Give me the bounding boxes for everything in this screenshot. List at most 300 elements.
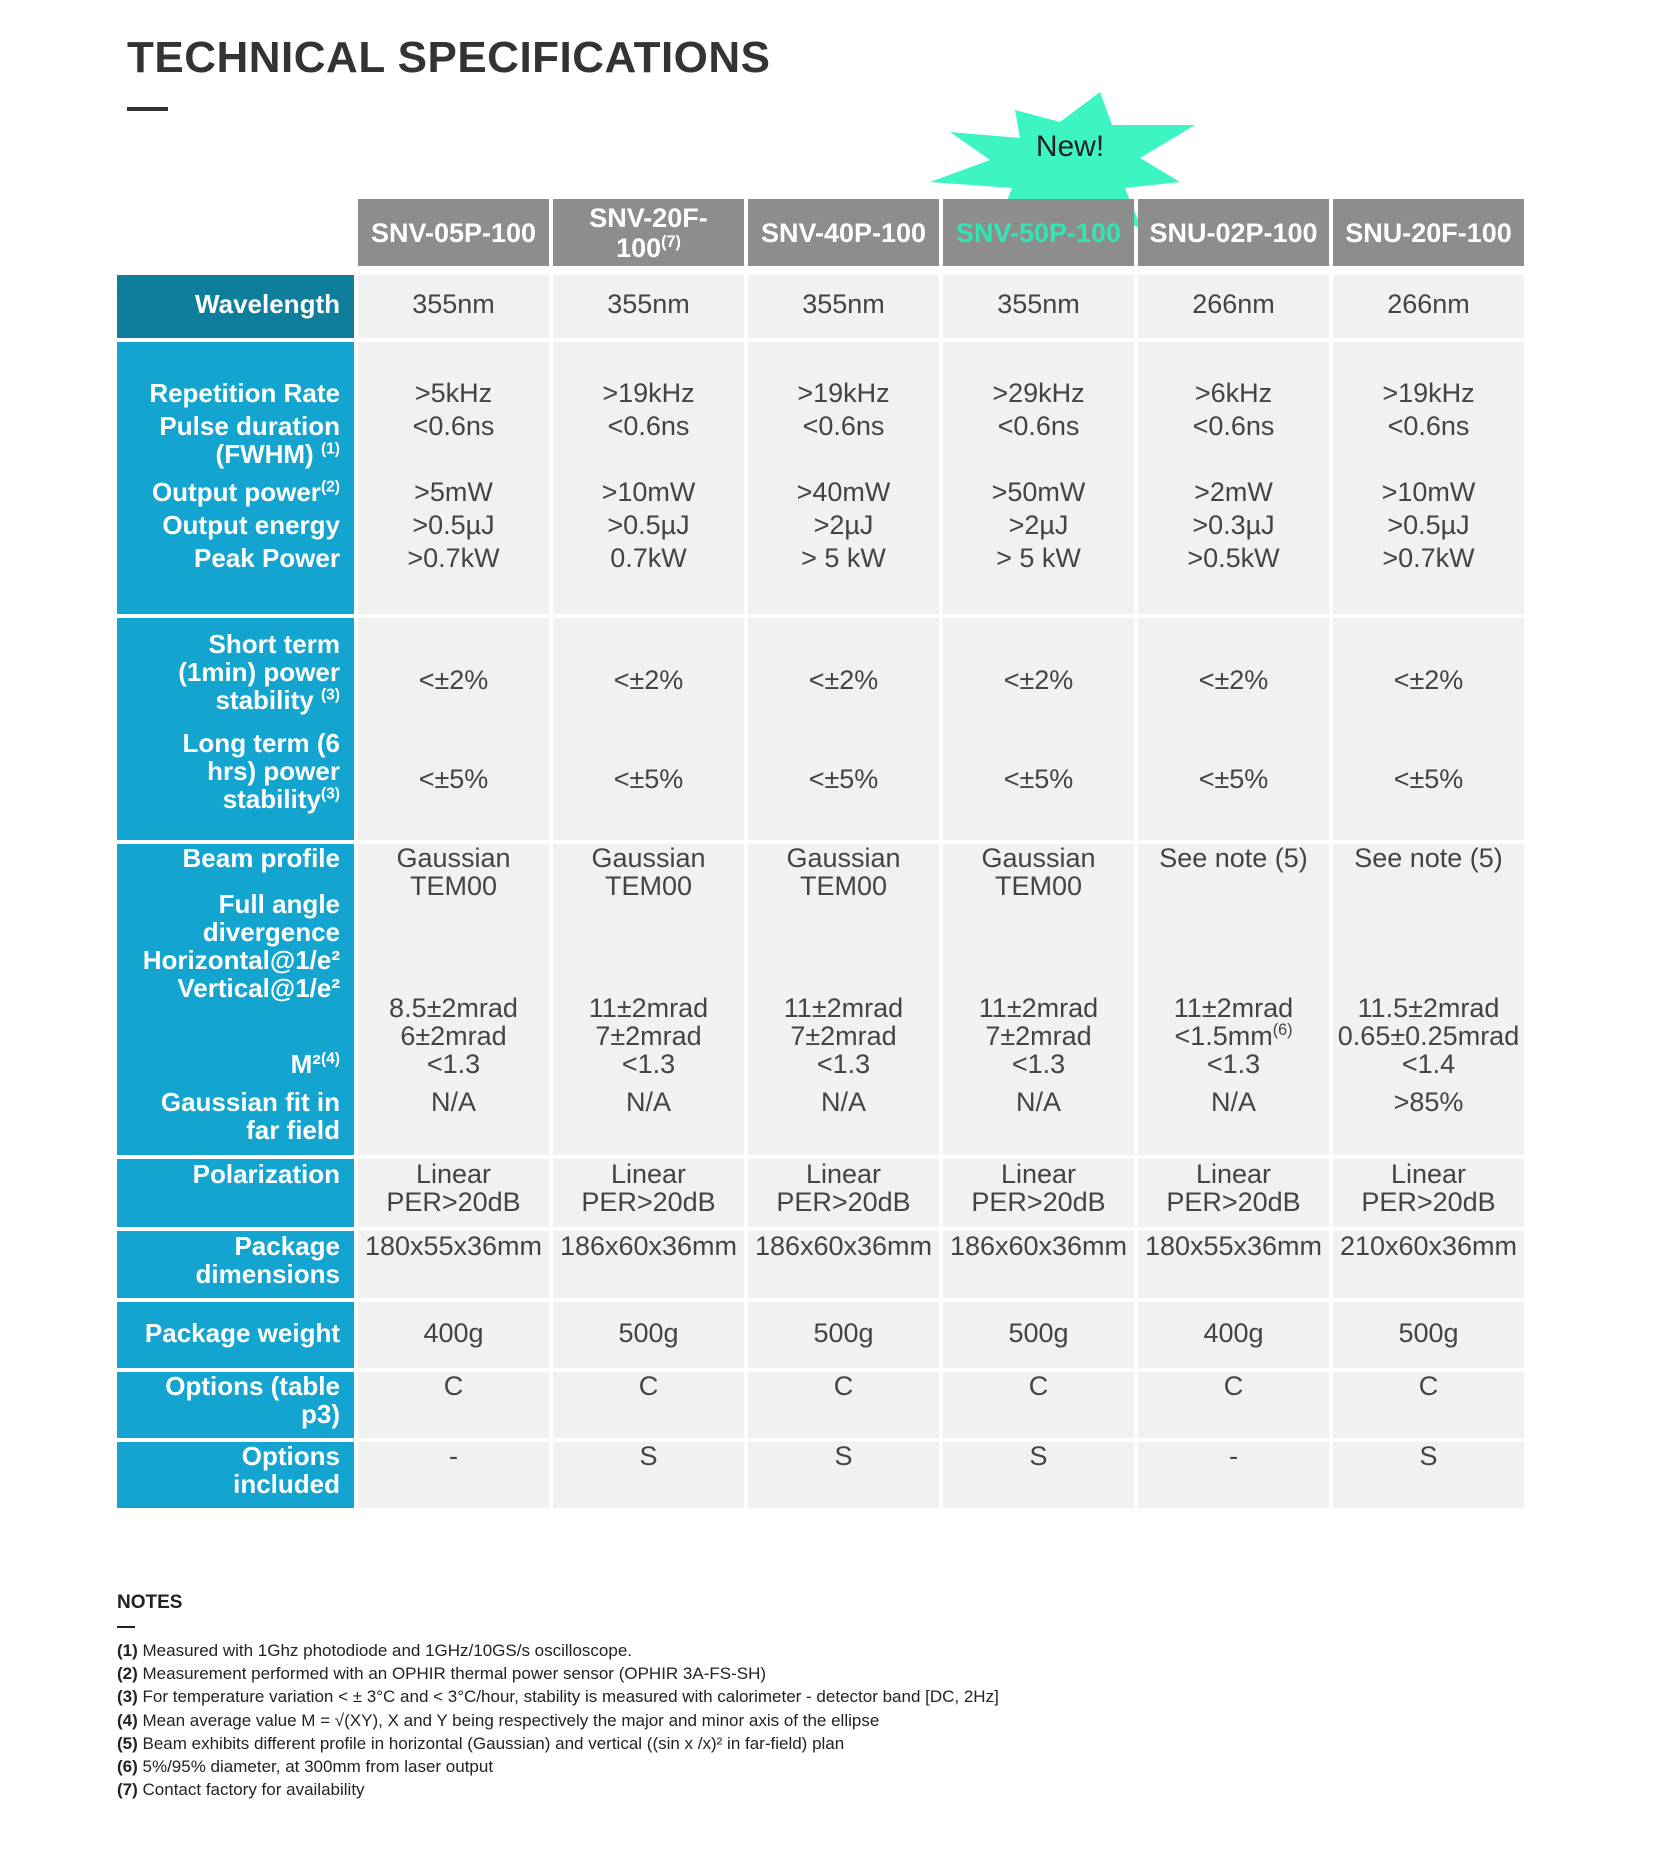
note-text: For temperature variation < ± 3°C and < 3°C/hour, stability is measured with calorimeter - detector band [DC, 2Hz] (137, 1687, 999, 1707)
spec-value (553, 843, 744, 901)
spec-value-line: 180x55x36mm (364, 1231, 543, 1261)
spec-value-line: <±5% (808, 763, 879, 794)
column-header-label: SNV-50P-100 (955, 217, 1122, 248)
spec-value (358, 379, 549, 412)
spec-cell-snv-05p-100 (358, 1302, 549, 1368)
spec-value-line: <1.3 (1011, 1049, 1066, 1079)
spec-value-line: Linear (1000, 1159, 1077, 1189)
spec-cell-snv-05p-100 (358, 1159, 549, 1227)
spec-cell-snv-50p-100 (943, 1302, 1134, 1368)
spec-cell-snv-20f-100 (553, 1231, 744, 1298)
row-label-cell (117, 844, 354, 1155)
spec-value (748, 1232, 939, 1298)
spec-value-line: <0.6ns (802, 411, 885, 441)
spec-value-line: 355nm (802, 289, 885, 319)
spec-value-line: 0.7kW (610, 543, 687, 573)
spec-group (117, 1159, 1527, 1227)
spec-cell-snu-20f-100 (1333, 618, 1524, 840)
spec-value-line: Linear (415, 1159, 492, 1189)
spec-value-line: Gaussian (396, 843, 511, 873)
note-item (117, 1732, 999, 1755)
spec-value-line: 186x60x36mm (559, 1231, 738, 1261)
spec-cell-snv-20f-100 (553, 1159, 744, 1227)
spec-value (748, 478, 939, 511)
spec-value (748, 544, 939, 577)
spec-cell-snu-20f-100 (1333, 1302, 1524, 1368)
spec-value-line: >0.5µJ (1387, 510, 1470, 540)
spec-value (553, 1319, 744, 1352)
spec-value-line: >50mW (991, 477, 1086, 507)
spec-value (748, 1319, 939, 1352)
spec-value (1333, 1319, 1524, 1352)
spec-value (943, 1442, 1134, 1508)
row-label (117, 412, 340, 478)
spec-value (943, 1319, 1134, 1352)
spec-value (553, 1442, 744, 1508)
spec-value-line: TEM00 (409, 871, 498, 901)
spec-value-line: >0.5µJ (412, 510, 495, 540)
spec-value (358, 1372, 549, 1438)
spec-value (358, 1442, 549, 1508)
row-label-line: Short term (208, 629, 340, 659)
column-header-snv-50p-100 (943, 199, 1134, 266)
row-label-line: Options (table (165, 1371, 340, 1401)
spec-value-line: >5kHz (414, 378, 493, 408)
spec-value (358, 290, 549, 323)
spec-value-line: <1.3 (426, 1049, 481, 1079)
spec-value (553, 1050, 744, 1088)
spec-value-line: PER>20dB (581, 1187, 716, 1217)
row-label-line: Package (234, 1231, 340, 1261)
spec-group (117, 342, 1527, 614)
spec-value-line: 355nm (412, 289, 495, 319)
row-label-line: Gaussian fit in (160, 1087, 340, 1117)
spec-value (748, 843, 939, 901)
spec-value (1333, 1050, 1524, 1088)
spec-value-line: - (449, 1441, 458, 1471)
spec-group (117, 1231, 1527, 1298)
spec-value-line: <1.3 (621, 1049, 676, 1079)
spec-value-line: N/A (1210, 1087, 1256, 1117)
spec-value (748, 1372, 939, 1438)
spec-cell-snv-20f-100 (553, 342, 744, 614)
spec-group (117, 618, 1527, 840)
note-number: (5) (117, 1733, 138, 1753)
row-label-line: hrs) power (207, 756, 340, 786)
spec-value-line: 400g (1203, 1318, 1264, 1348)
spec-value (1138, 478, 1329, 511)
row-label (117, 1372, 340, 1438)
spec-cell-snv-40p-100 (748, 618, 939, 840)
spec-value (1333, 379, 1524, 412)
row-label-line: included (233, 1469, 340, 1499)
spec-value-line: Linear (610, 1159, 687, 1189)
row-label (117, 1088, 340, 1155)
spec-value (1138, 412, 1329, 478)
spec-cell-snv-20f-100 (553, 275, 744, 338)
spec-value (1138, 290, 1329, 323)
spec-cell-snv-50p-100 (943, 1442, 1134, 1508)
spec-value (358, 843, 549, 901)
spec-cell-snv-40p-100 (748, 1302, 939, 1368)
spec-cell-snv-05p-100 (358, 275, 549, 338)
row-label-line: Vertical@1/e² (177, 973, 340, 1003)
spec-value-line: >29kHz (992, 378, 1085, 408)
row-label-line: Package weight (144, 1318, 340, 1348)
spec-value-line: $<1.5mm^{(6)}$ (1174, 1021, 1293, 1051)
spec-value-line: C (1028, 1371, 1049, 1401)
spec-value-line: <±2% (1003, 664, 1074, 695)
spec-value (1333, 1442, 1524, 1508)
spec-value-line: 8.5±2mrad (389, 993, 518, 1023)
spec-cell-snu-20f-100 (1333, 1159, 1524, 1227)
column-header-label: SNV-20F- 100$^{(7)}$ (589, 202, 708, 263)
spec-value (1333, 1232, 1524, 1298)
spec-value-line: >0.3µJ (1192, 510, 1275, 540)
spec-value (1138, 379, 1329, 412)
spec-value-line: 11±2mrad (978, 993, 1099, 1023)
spec-value-line: >0.7kW (1382, 543, 1475, 573)
spec-cell-snv-40p-100 (748, 1159, 939, 1227)
spec-value-line: >10mW (601, 477, 696, 507)
row-label-cell (117, 618, 354, 840)
column-header-snv-40p-100 (748, 199, 939, 266)
spec-value-line: >85% (1393, 1087, 1464, 1117)
spec-cell-snv-50p-100 (943, 1159, 1134, 1227)
row-label (117, 511, 340, 544)
spec-cell-snv-50p-100 (943, 275, 1134, 338)
spec-value (358, 1232, 549, 1298)
spec-cell-snv-05p-100 (358, 342, 549, 614)
note-number: (1) (117, 1641, 138, 1660)
note-number: (3) (117, 1687, 138, 1707)
spec-value-line: PER>20dB (971, 1187, 1106, 1217)
row-label-line: p3) (301, 1399, 340, 1429)
row-label (117, 1160, 340, 1226)
spec-value-line: <±2% (808, 664, 879, 695)
spec-value (358, 729, 549, 828)
spec-value (943, 1372, 1134, 1438)
note-item (117, 1639, 999, 1662)
spec-value-line: 7±2mrad (790, 1021, 897, 1051)
spec-cell-snv-20f-100 (553, 618, 744, 840)
spec-value-line: <±5% (1393, 763, 1464, 794)
spec-cell-snv-50p-100 (943, 1372, 1134, 1438)
spec-value-line: <±2% (613, 664, 684, 695)
spec-value-line: C (443, 1371, 464, 1401)
title-rule (127, 107, 168, 111)
spec-value (1333, 412, 1524, 478)
spec-value-line: <0.6ns (607, 411, 690, 441)
spec-value-line: PER>20dB (1361, 1187, 1496, 1217)
spec-value (943, 1088, 1134, 1155)
column-header-snu-20f-100 (1333, 199, 1524, 266)
spec-value (1138, 630, 1329, 729)
spec-cell-snv-20f-100 (553, 844, 744, 1155)
spec-value-line: <1.4 (1401, 1049, 1456, 1079)
spec-value-line: >19kHz (1382, 378, 1475, 408)
footnote-ref: (2) (320, 478, 340, 496)
row-label-line: dimensions (195, 1259, 340, 1289)
spec-value (1138, 890, 1329, 1050)
spec-cell-snv-40p-100 (748, 1372, 939, 1438)
row-label (117, 630, 340, 729)
spec-value-line: >6kHz (1194, 378, 1273, 408)
note-number: (2) (117, 1664, 138, 1684)
spec-value (553, 412, 744, 478)
spec-value-line: 400g (423, 1318, 484, 1348)
spec-value-line: <±2% (1393, 664, 1464, 695)
spec-value-line: >40mW (796, 477, 891, 507)
spec-cell-snu-20f-100 (1333, 342, 1524, 614)
row-label (117, 290, 340, 323)
spec-value (748, 290, 939, 323)
spec-value-line: >10mW (1381, 477, 1476, 507)
spec-value (553, 1088, 744, 1155)
spec-value-line: TEM00 (994, 871, 1083, 901)
spec-value (358, 1088, 549, 1155)
spec-value-line: 6±2mrad (400, 1021, 507, 1051)
spec-cell-snu-02p-100 (1138, 342, 1329, 614)
note-item (117, 1778, 999, 1801)
spec-value (1138, 1319, 1329, 1352)
spec-cell-snu-20f-100 (1333, 844, 1524, 1155)
note-number: (7) (117, 1780, 138, 1800)
spec-value-line: 7±2mrad (985, 1021, 1092, 1051)
spec-value (358, 1319, 549, 1352)
spec-value-line: <±5% (1198, 763, 1269, 794)
spec-value-line: >19kHz (797, 378, 890, 408)
note-text: Measured with 1Ghz photodiode and 1GHz/10GS/s oscilloscope. (137, 1641, 633, 1660)
row-label-line: Long term (6 (182, 728, 340, 758)
row-label (117, 1442, 340, 1508)
spec-value (943, 1050, 1134, 1088)
column-header-snv-20f-100 (553, 199, 744, 266)
spec-value-line: <±2% (418, 664, 489, 695)
spec-value-line: N/A (820, 1087, 866, 1117)
spec-value-line: N/A (625, 1087, 671, 1117)
spec-value (748, 630, 939, 729)
spec-value-line: 266nm (1192, 289, 1275, 319)
spec-value-line: 11±2mrad (1173, 993, 1294, 1023)
spec-value (553, 1160, 744, 1226)
spec-cell-snu-02p-100 (1138, 1372, 1329, 1438)
spec-value-line: <0.6ns (412, 411, 495, 441)
note-item (117, 1755, 999, 1778)
row-label-line: Polarization (192, 1159, 340, 1189)
spec-value (553, 630, 744, 729)
spec-value (553, 511, 744, 544)
new-badge-label: New! (1035, 130, 1105, 163)
spec-value-line: Gaussian (786, 843, 901, 873)
note-text: Mean average value M = √(XY), X and Y being respectively the major and minor axis of the ellipse (137, 1710, 880, 1730)
footnote-ref: (6) (1272, 1021, 1293, 1039)
row-label-line: divergence (202, 917, 340, 947)
spec-value (748, 1442, 939, 1508)
row-label-cell (117, 342, 354, 614)
spec-value (1138, 1050, 1329, 1088)
spec-value-line: <±5% (613, 763, 684, 794)
spec-value (553, 379, 744, 412)
spec-value-line: <±5% (418, 763, 489, 794)
spec-value-line: PER>20dB (776, 1187, 911, 1217)
spec-value-line: >0.5µJ (607, 510, 690, 540)
spec-value (1333, 844, 1524, 890)
spec-value-line: > 5 kW (801, 543, 886, 573)
footnote-ref: (4) (320, 1050, 340, 1068)
spec-value-line: 210x60x36mm (1339, 1231, 1518, 1261)
spec-cell-snv-05p-100 (358, 1372, 549, 1438)
spec-group (117, 1372, 1527, 1438)
row-label-line: Output power$^{(2)}$ (151, 477, 340, 507)
spec-cell-snv-40p-100 (748, 342, 939, 614)
spec-value (943, 729, 1134, 828)
spec-value-line: Linear (805, 1159, 882, 1189)
spec-value-line: C (1418, 1371, 1439, 1401)
spec-value-line: <1.3 (816, 1049, 871, 1079)
row-label-cell (117, 1159, 354, 1227)
spec-cell-snu-02p-100 (1138, 275, 1329, 338)
spec-value (1333, 1372, 1524, 1438)
row-label-cell (117, 1372, 354, 1438)
row-label-cell (117, 1442, 354, 1508)
spec-cell-snv-20f-100 (553, 1302, 744, 1368)
spec-cell-snu-20f-100 (1333, 1231, 1524, 1298)
spec-cell-snv-40p-100 (748, 1231, 939, 1298)
spec-value-line: >2mW (1194, 477, 1273, 507)
footnote-ref: (1) (320, 440, 340, 458)
column-header-snu-02p-100 (1138, 199, 1329, 266)
spec-cell-snu-02p-100 (1138, 1159, 1329, 1227)
spec-cell-snv-50p-100 (943, 618, 1134, 840)
spec-value (748, 729, 939, 828)
spec-value-line: PER>20dB (1166, 1187, 1301, 1217)
spec-value-line: C (1223, 1371, 1244, 1401)
note-text: Contact factory for availability (137, 1780, 365, 1800)
spec-value (358, 412, 549, 478)
spec-value (1333, 290, 1524, 323)
header-corner (117, 199, 354, 266)
spec-value-line: >0.7kW (407, 543, 500, 573)
note-text: 5%/95% diameter, at 300mm from laser output (137, 1757, 494, 1777)
spec-value-line: S (834, 1441, 853, 1471)
spec-cell-snv-05p-100 (358, 1442, 549, 1508)
spec-cell-snv-40p-100 (748, 1442, 939, 1508)
spec-value (943, 478, 1134, 511)
row-label (117, 890, 340, 1050)
spec-value (358, 511, 549, 544)
note-text: Beam exhibits different profile in horizontal (Gaussian) and vertical ((sin x /x)² in far-field) plan (137, 1733, 845, 1753)
notes-list (117, 1639, 999, 1801)
spec-cell-snu-02p-100 (1138, 1231, 1329, 1298)
row-label-line: Pulse duration (159, 411, 340, 441)
row-label-line: Beam profile (182, 843, 340, 873)
spec-value-line: 0.65±0.25mrad (1337, 1021, 1520, 1051)
row-label-line: Wavelength (195, 289, 340, 319)
spec-value-line: Linear (1195, 1159, 1272, 1189)
row-label (117, 478, 340, 511)
row-label-line: (FWHM) $^{(1)}$ (215, 439, 340, 469)
column-header-label: SNV-05P-100 (370, 217, 537, 248)
spec-value-line: 11.5±2mrad (1357, 993, 1500, 1023)
row-label-line: Options (241, 1441, 340, 1471)
spec-value (943, 544, 1134, 577)
footnote-ref: (3) (320, 785, 340, 803)
note-number: (4) (117, 1710, 138, 1730)
spec-group (117, 1442, 1527, 1508)
spec-value (748, 890, 939, 1050)
spec-value (943, 290, 1134, 323)
spec-cell-snv-50p-100 (943, 1231, 1134, 1298)
page-title: TECHNICAL SPECIFICATIONS (127, 33, 771, 82)
spec-value (748, 1088, 939, 1155)
spec-value-line: 500g (1008, 1318, 1069, 1348)
row-label-line: (1min) power (178, 657, 340, 687)
row-label-cell (117, 1302, 354, 1368)
spec-value-line: 500g (813, 1318, 874, 1348)
row-label (117, 1232, 340, 1298)
spec-value-line: <0.6ns (1387, 411, 1470, 441)
row-label (117, 1050, 340, 1088)
spec-value (1333, 1160, 1524, 1226)
spec-value-line: S (639, 1441, 658, 1471)
spec-value (943, 890, 1134, 1050)
spec-cell-snu-02p-100 (1138, 844, 1329, 1155)
spec-value (943, 630, 1134, 729)
spec-cell-snv-05p-100 (358, 844, 549, 1155)
spec-value (1333, 511, 1524, 544)
spec-value-line: 11±2mrad (588, 993, 709, 1023)
spec-value (1138, 544, 1329, 577)
spec-value (1333, 544, 1524, 577)
spec-cell-snu-20f-100 (1333, 1372, 1524, 1438)
spec-value (748, 379, 939, 412)
spec-cell-snv-20f-100 (553, 1442, 744, 1508)
spec-value-line: >2µJ (813, 510, 874, 540)
spec-cell-snv-05p-100 (358, 618, 549, 840)
spec-value-line: C (638, 1371, 659, 1401)
note-item (117, 1685, 999, 1708)
row-label (117, 379, 340, 412)
spec-value-line: 11±2mrad (783, 993, 904, 1023)
spec-cell-snv-50p-100 (943, 342, 1134, 614)
spec-cell-snu-20f-100 (1333, 1442, 1524, 1508)
spec-value (358, 544, 549, 577)
spec-cell-snu-02p-100 (1138, 618, 1329, 840)
spec-value-line: N/A (430, 1087, 476, 1117)
spec-value (358, 478, 549, 511)
spec-cell-snv-50p-100 (943, 844, 1134, 1155)
spec-value-line: S (1419, 1441, 1438, 1471)
row-label-line: stability$^{(3)}$ (222, 784, 340, 814)
row-label-cell (117, 275, 354, 338)
spec-value-line: 7±2mrad (595, 1021, 702, 1051)
spec-value-line: <0.6ns (1192, 411, 1275, 441)
spec-value (1138, 1442, 1329, 1508)
row-label (117, 844, 340, 890)
spec-value (358, 1050, 549, 1088)
row-label (117, 544, 340, 577)
spec-value (1138, 844, 1329, 890)
spec-value (748, 412, 939, 478)
row-label-line: Output energy (162, 510, 340, 540)
spec-value-line: 500g (618, 1318, 679, 1348)
row-label-line: stability $^{(3)}$ (215, 685, 340, 715)
note-item (117, 1662, 999, 1685)
spec-value-line: TEM00 (604, 871, 693, 901)
spec-value-line: - (1229, 1441, 1238, 1471)
spec-value-line: 355nm (607, 289, 690, 319)
